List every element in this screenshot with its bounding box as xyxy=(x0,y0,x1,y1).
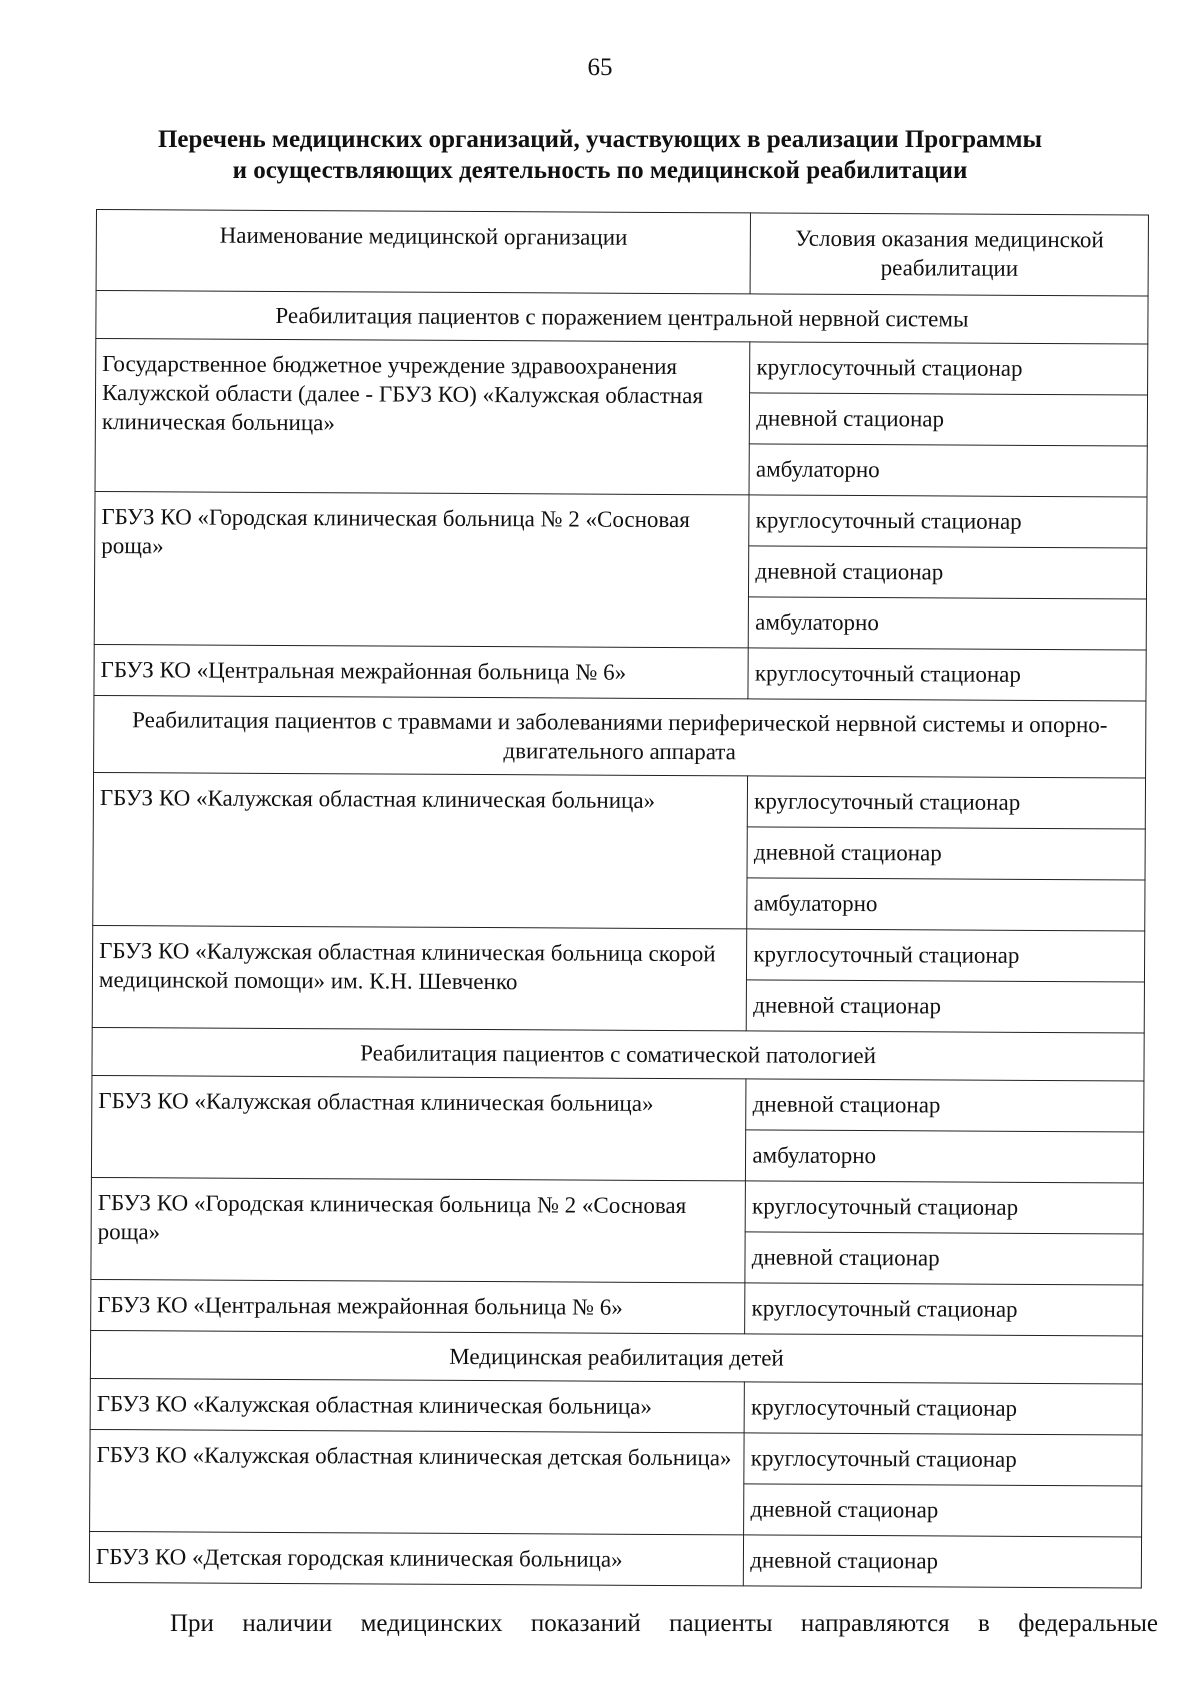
table-row xyxy=(91,1279,1143,1336)
section-row xyxy=(90,1330,1142,1384)
condition-cell: дневной стационар xyxy=(750,393,1148,446)
header-conditions: Условия оказания медицинской реабилитации xyxy=(750,213,1148,296)
table-row xyxy=(91,1177,1143,1234)
condition-cell: круглосуточный стационар xyxy=(748,648,1146,701)
condition-cell: дневной стационар xyxy=(744,1535,1142,1588)
condition-cell: дневной стационар xyxy=(745,1232,1143,1285)
table-body xyxy=(89,291,1148,1588)
organization-name: ГБУЗ КО «Центральная межрайонная больница № 6» xyxy=(91,1279,746,1333)
table-row xyxy=(96,339,1148,396)
condition-cell: дневной стационар xyxy=(747,827,1145,880)
page-number: 65 xyxy=(587,54,613,81)
organization-name: ГБУЗ КО «Калужская областная клиническая больница скорой медицинской помощи» им. К.Н. Шевченко xyxy=(92,925,747,1030)
table-row xyxy=(92,1075,1144,1132)
organization-name: ГБУЗ КО «Центральная межрайонная больница № 6» xyxy=(94,644,749,698)
condition-cell: круглосуточный стационар xyxy=(747,929,1145,982)
organization-name: ГБУЗ КО «Калужская областная клиническая больница» xyxy=(91,1075,746,1180)
section-title: Медицинская реабилитация детей xyxy=(90,1330,1142,1384)
condition-cell: дневной стационар xyxy=(749,546,1147,599)
table-row xyxy=(94,644,1146,701)
organization-name: ГБУЗ КО «Городская клиническая больница № 2 «Сосновая роща» xyxy=(91,1177,746,1282)
organization-name: Государственное бюджетное учреждение здравоохранения Калужской области (далее - ГБУЗ КО) «Калужская областная клиническая больница» xyxy=(95,339,750,495)
footer-paragraph: При наличии медицинских показаний пациенты направляются в федеральные xyxy=(170,1610,1158,1637)
section-row xyxy=(96,291,1148,345)
condition-cell: дневной стационар xyxy=(744,1484,1142,1537)
condition-cell: круглосуточный стационар xyxy=(749,495,1147,548)
page-title-line-2: и осуществляющих деятельность по медицинской реабилитации xyxy=(232,157,968,184)
table-row xyxy=(93,772,1145,829)
table-row xyxy=(95,491,1147,548)
table-row xyxy=(89,1531,1141,1588)
condition-cell: круглосуточный стационар xyxy=(744,1382,1142,1435)
condition-cell: круглосуточный стационар xyxy=(748,776,1146,829)
header-organization: Наименование медицинской организации xyxy=(96,210,751,294)
condition-cell: амбулаторно xyxy=(747,878,1145,931)
rehabilitation-table xyxy=(89,209,1149,1588)
condition-cell: амбулаторно xyxy=(749,444,1147,497)
organization-name: ГБУЗ КО «Калужская областная клиническая больница» xyxy=(90,1378,745,1432)
section-title: Реабилитация пациентов с соматической патологией xyxy=(92,1027,1144,1081)
page-title-line-1: Перечень медицинских организаций, участвующих в реализации Программы xyxy=(157,126,1043,153)
condition-cell: круглосуточный стационар xyxy=(745,1283,1143,1336)
table-row xyxy=(90,1378,1142,1435)
page-title xyxy=(100,124,1100,186)
table-header-row xyxy=(96,210,1148,297)
organization-name: ГБУЗ КО «Калужская областная клиническая больница» xyxy=(93,772,748,928)
condition-cell: дневной стационар xyxy=(747,980,1145,1033)
section-title: Реабилитация пациентов с травмами и заболеваниями периферической нервной системы и опорно-двигательного аппарата xyxy=(94,695,1146,778)
condition-cell: дневной стационар xyxy=(746,1079,1144,1132)
condition-cell: круглосуточный стационар xyxy=(750,342,1148,395)
table-row xyxy=(90,1429,1142,1486)
table-row xyxy=(92,925,1144,982)
condition-cell: круглосуточный стационар xyxy=(745,1181,1143,1234)
section-row xyxy=(92,1027,1144,1081)
condition-cell: круглосуточный стационар xyxy=(744,1433,1142,1486)
condition-cell: амбулаторно xyxy=(749,597,1147,650)
section-title: Реабилитация пациентов с поражением центральной нервной системы xyxy=(96,291,1148,345)
organization-name: ГБУЗ КО «Городская клиническая больница № 2 «Сосновая роща» xyxy=(94,491,749,647)
organization-name: ГБУЗ КО «Детская городская клиническая больница» xyxy=(89,1531,744,1585)
organization-name: ГБУЗ КО «Калужская областная клиническая детская больница» xyxy=(90,1429,745,1534)
section-row xyxy=(94,695,1146,778)
condition-cell: амбулаторно xyxy=(746,1130,1144,1183)
